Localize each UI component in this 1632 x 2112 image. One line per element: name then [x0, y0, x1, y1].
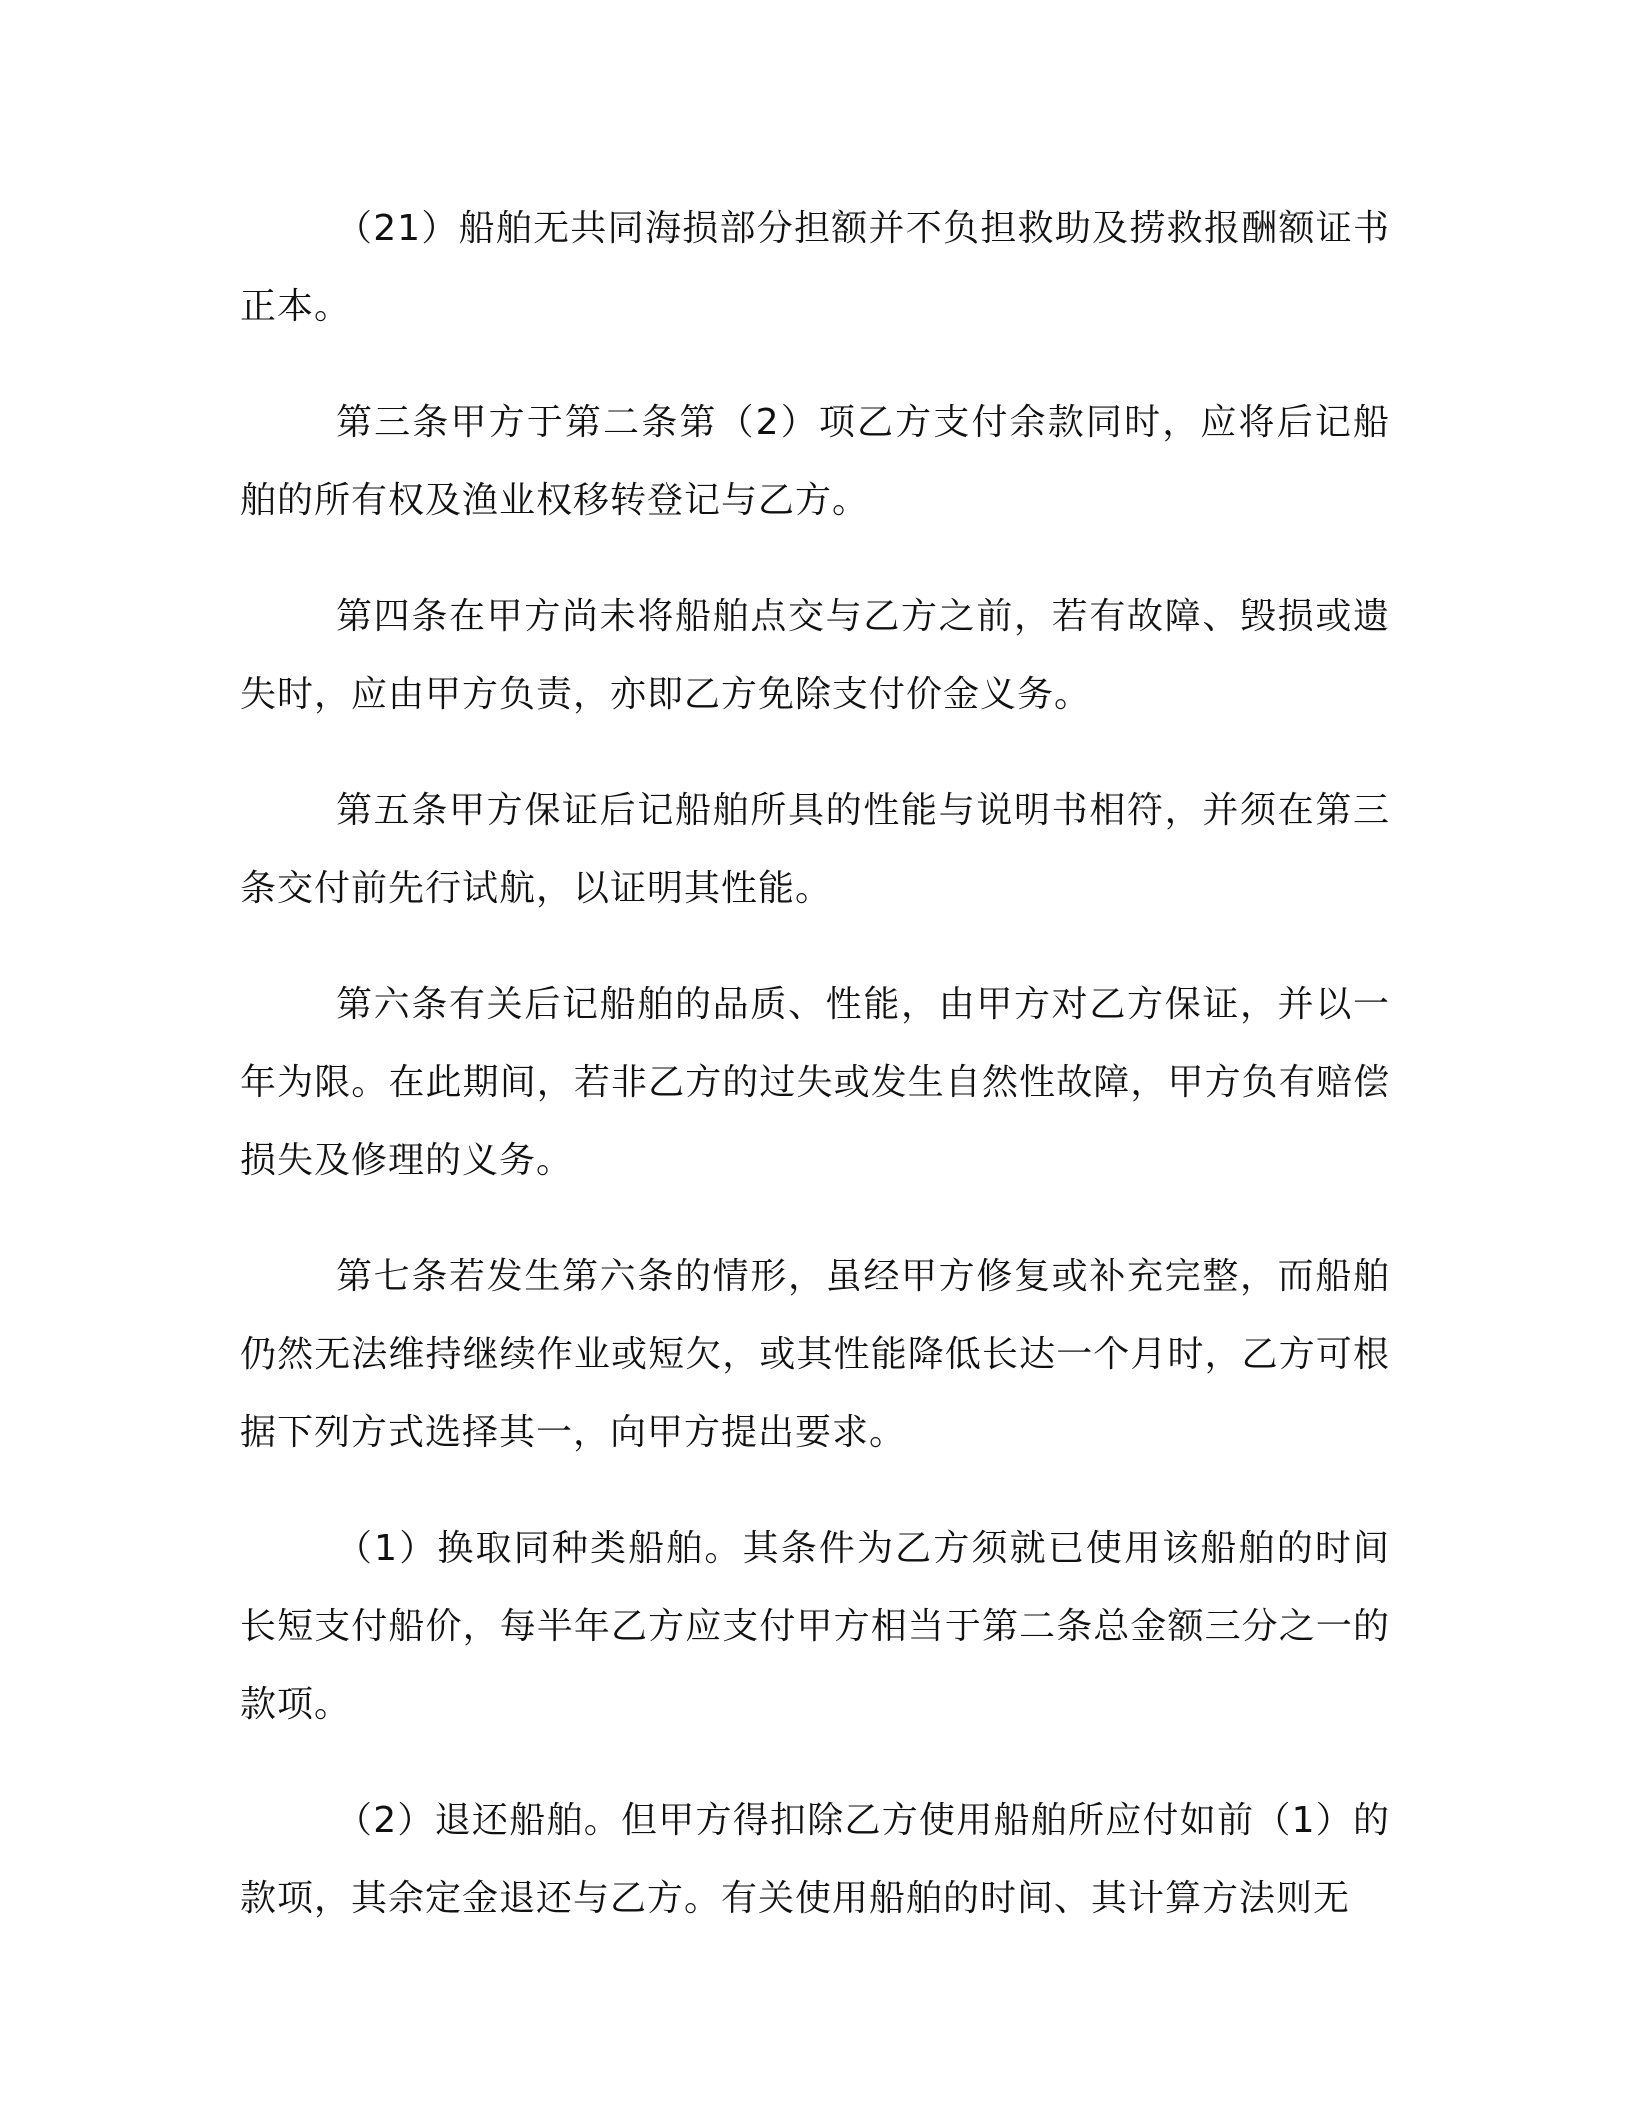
paragraph-article-6: 第六条有关后记船舶的品质、性能，由甲方对乙方保证，并以一年为限。在此期间，若非乙方的过失或发生自然性故障，甲方负有赔偿损失及修理的义务。 [240, 984, 1390, 1181]
paragraph-item-21-certificate: （21）船舶无共同海损部分担额并不负担救助及捞救报酬额证书正本。 [240, 208, 1390, 327]
paragraph-article-5: 第五条甲方保证后记船舶所具的性能与说明书相符，并须在第三条交付前先行试航，以证明其性能。 [240, 790, 1390, 909]
paragraph-option-2: （2）退还船舶。但甲方得扣除乙方使用船舶所应付如前（1）的款项，其余定金退还与乙方。有关使用船舶的时间、其计算方法则无 [240, 1800, 1390, 1919]
paragraph-article-3: 第三条甲方于第二条第（2）项乙方支付余款同时，应将后记船舶的所有权及渔业权移转登记与乙方。 [240, 402, 1390, 521]
paragraph-article-4: 第四条在甲方尚未将船舶点交与乙方之前，若有故障、毁损或遗失时，应由甲方负责，亦即乙方免除支付价金义务。 [240, 596, 1390, 715]
document-body [240, 190, 1390, 1976]
paragraph-option-1: （1）换取同种类船舶。其条件为乙方须就已使用该船舶的时间长短支付船价，每半年乙方应支付甲方相当于第二条总金额三分之一的款项。 [240, 1528, 1390, 1725]
paragraph-article-7: 第七条若发生第六条的情形，虽经甲方修复或补充完整，而船舶仍然无法维持继续作业或短欠，或其性能降低长达一个月时，乙方可根据下列方式选择其一，向甲方提出要求。 [240, 1256, 1390, 1453]
